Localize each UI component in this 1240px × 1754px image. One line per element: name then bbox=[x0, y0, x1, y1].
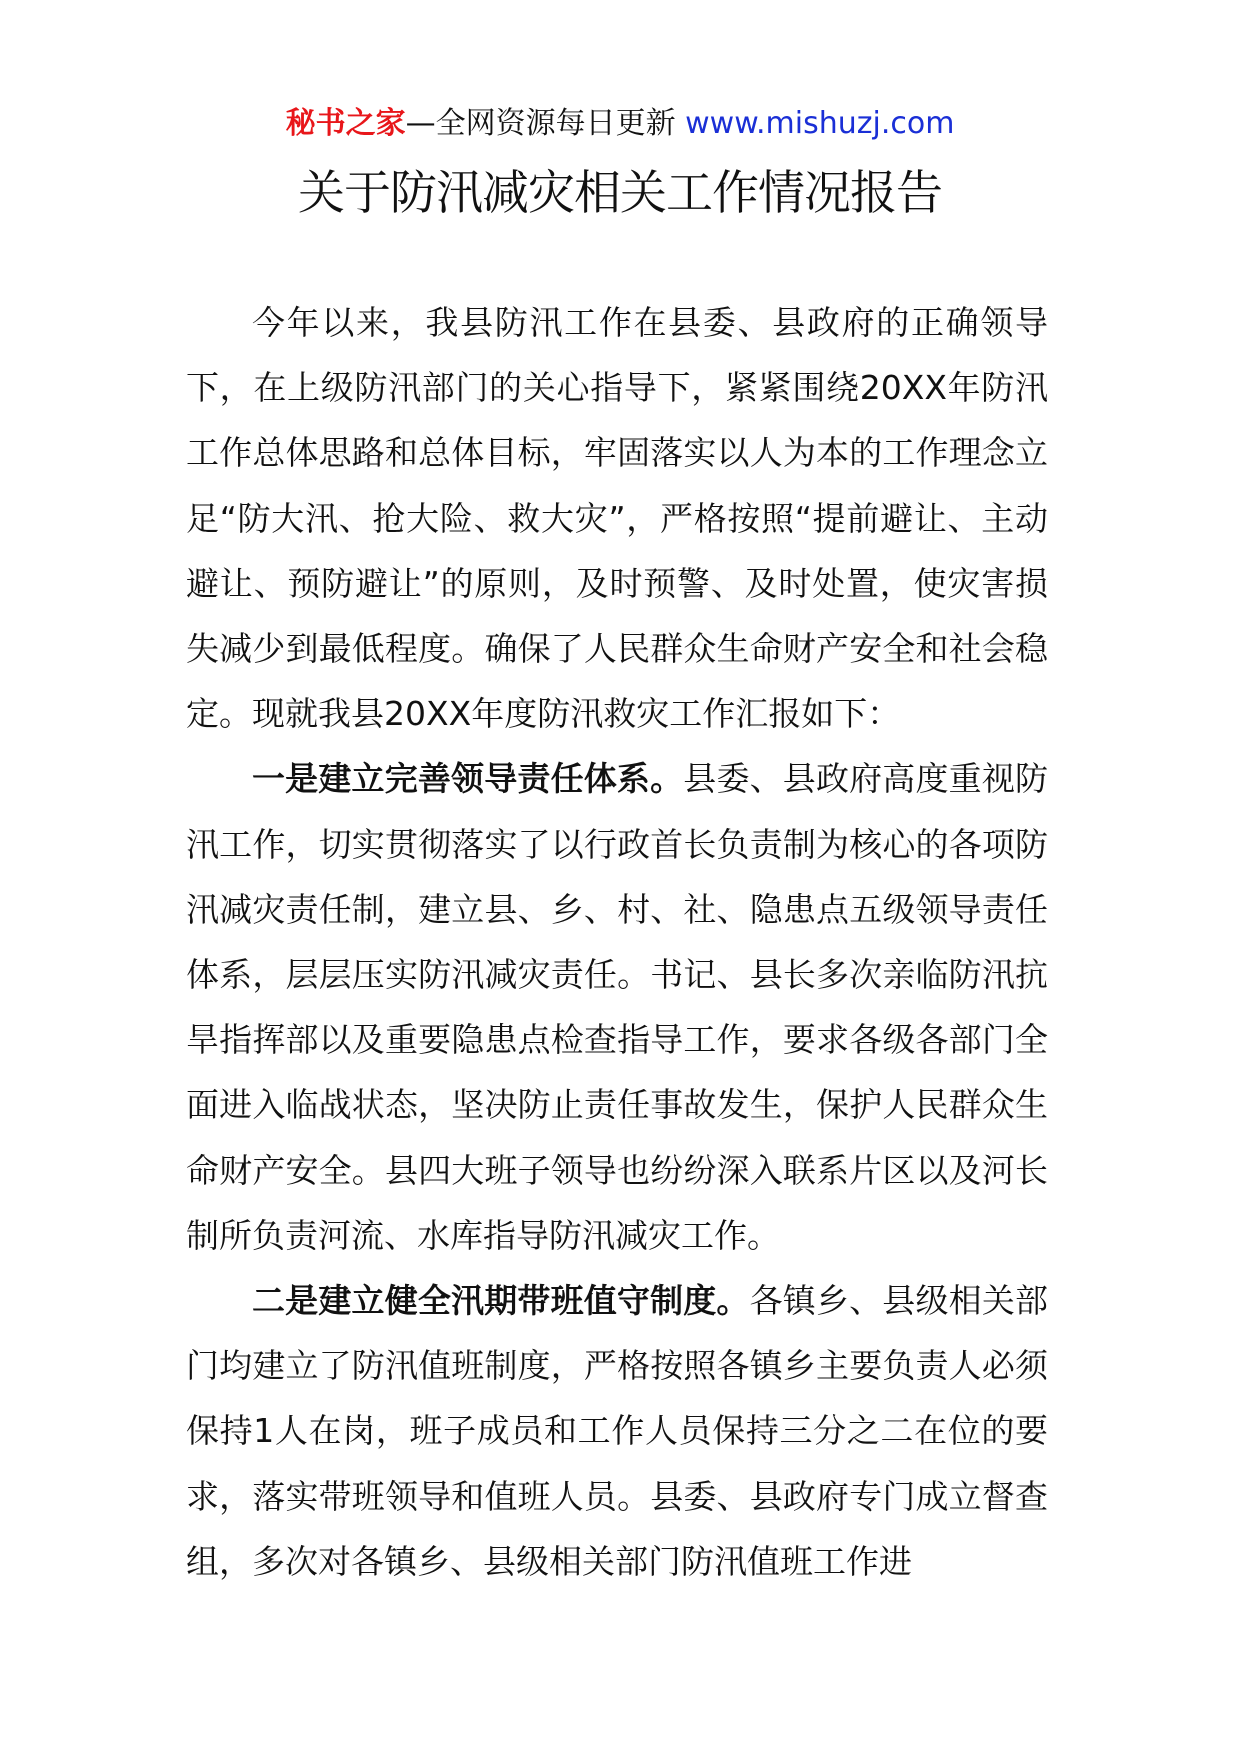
site-url: www.mishuzj.com bbox=[685, 106, 955, 141]
section-paragraph-2 bbox=[186, 1268, 1048, 1594]
intro-paragraph bbox=[186, 290, 1048, 746]
section-heading: 二是建立健全汛期带班值守制度。 bbox=[252, 1281, 750, 1321]
paragraph-text: 今年以来，我县防汛工作在县委、县政府的正确领导下，在上级防汛部门的关心指导下，紧紧围绕20XX年防汛工作总体思路和总体目标，牢固落实以人为本的工作理念立足“防大汛、抢大险、救大灾”，严格按照“提前避让、主动避让、预防避让”的原则，及时预警、及时处置，使灾害损失减少到最低程度。确保了人民群众生命财产安全和社会稳定。现就我县20XX年度防汛救灾工作汇报如下： bbox=[186, 303, 1048, 734]
paragraph-text: 各镇乡、县级相关部门均建立了防汛值班制度，严格按照各镇乡主要负责人必须保持1人在岗，班子成员和工作人员保持三分之二在位的要求，落实带班领导和值班人员。县委、县政府专门成立督查组，多次对各镇乡、县级相关部门防汛值班工作进 bbox=[186, 1281, 1049, 1581]
section-heading: 一是建立完善领导责任体系。 bbox=[252, 759, 684, 799]
section-paragraph-1 bbox=[186, 746, 1048, 1268]
brand-name: 秘书之家 bbox=[285, 106, 406, 141]
header-slogan: —全网资源每日更新 bbox=[405, 106, 676, 141]
document-body bbox=[186, 290, 1048, 1594]
document-title: 关于防汛减灾相关工作情况报告 bbox=[298, 166, 942, 221]
paragraph-text: 县委、县政府高度重视防汛工作，切实贯彻落实了以行政首长负责制为核心的各项防汛减灾责任制，建立县、乡、村、社、隐患点五级领导责任体系，层层压实防汛减灾责任。书记、县长多次亲临防汛抗旱指挥部以及重要隐患点检查指导工作，要求各级各部门全面进入临战状态，坚决防止责任事故发生，保护人民群众生命财产安全。县四大班子领导也纷纷深入联系片区以及河长制所负责河流、水库指导防汛减灾工作。 bbox=[186, 759, 1049, 1255]
site-header bbox=[0, 104, 1240, 144]
